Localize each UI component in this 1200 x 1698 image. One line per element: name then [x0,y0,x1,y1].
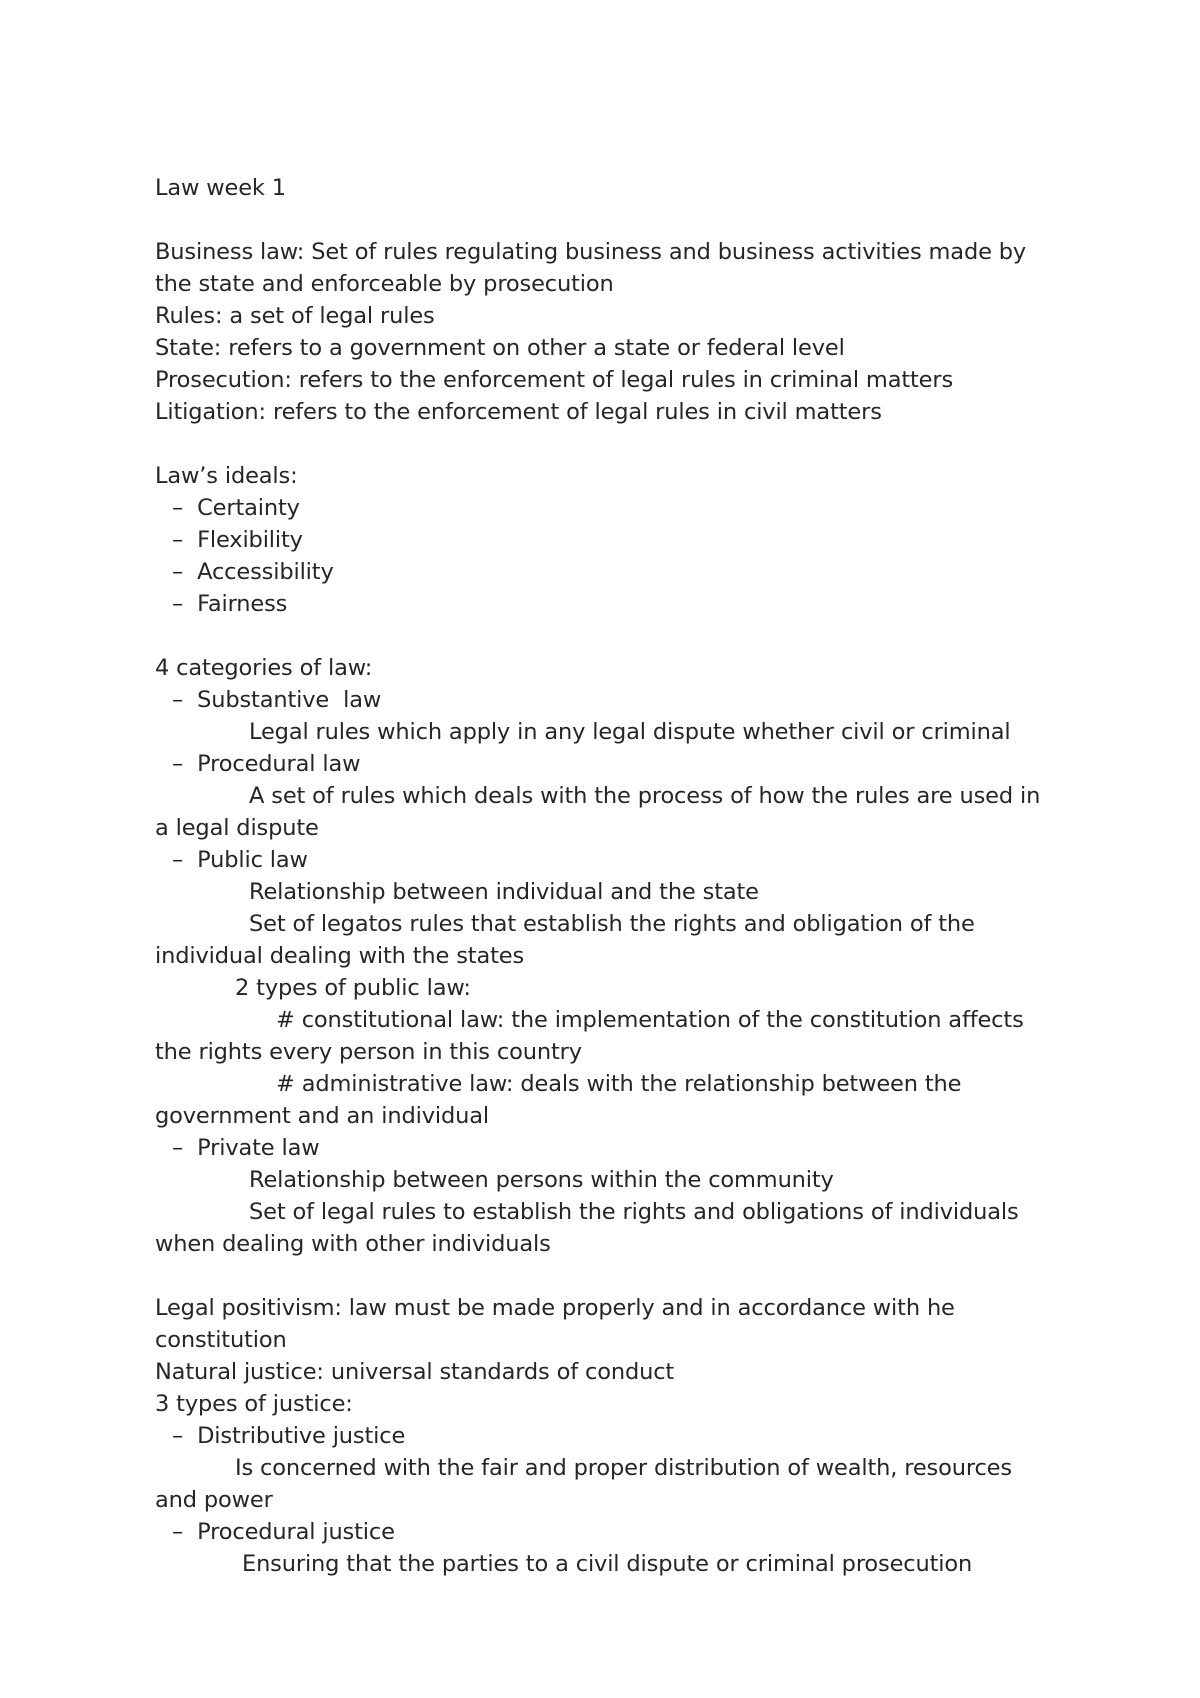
public-law-type: the rights every person in this country [155,1039,582,1065]
category-description: when dealing with other individuals [155,1231,551,1257]
justice-description: Ensuring that the parties to a civil dispute or criminal prosecution [242,1551,973,1577]
justice-bullet: – Procedural justice [172,1519,395,1545]
category-description: Set of legal rules to establish the rights and obligations of individuals [249,1199,1019,1225]
categories-heading: 4 categories of law: [155,655,373,681]
category-bullet: – Substantive law [172,687,382,713]
category-description: Legal rules which apply in any legal dispute whether civil or criminal [249,719,1011,745]
category-description: Relationship between individual and the state [249,879,759,905]
ideals-list-item: – Accessibility [172,559,334,585]
public-law-type: # constitutional law: the implementation of the constitution affects [276,1007,1024,1033]
category-description: individual dealing with the states [155,943,525,969]
public-law-type: government and an individual [155,1103,489,1129]
ideals-heading: Law’s ideals: [155,463,298,489]
ideals-list-item: – Flexibility [172,527,303,553]
definition-line: Litigation: refers to the enforcement of legal rules in civil matters [155,399,882,425]
ideals-list-item: – Fairness [172,591,288,617]
category-description: A set of rules which deals with the process of how the rules are used in [249,783,1041,809]
justice-types-heading: 3 types of justice: [155,1391,353,1417]
justice-bullet: – Distributive justice [172,1423,406,1449]
category-description: Relationship between persons within the community [249,1167,834,1193]
category-bullet: – Procedural law [172,751,361,777]
justice-description: Is concerned with the fair and proper distribution of wealth, resources [235,1455,1012,1481]
definition-line: Rules: a set of legal rules [155,303,435,329]
justice-line: Legal positivism: law must be made properly and in accordance with he [155,1295,955,1321]
justice-line: constitution [155,1327,287,1353]
category-description: Set of legatos rules that establish the rights and obligation of the [249,911,975,937]
public-law-types-heading: 2 types of public law: [235,975,471,1001]
category-bullet: – Private law [172,1135,320,1161]
category-bullet: – Public law [172,847,308,873]
definition-line: Business law: Set of rules regulating business and business activities made by [155,239,1027,265]
category-description: a legal dispute [155,815,319,841]
ideals-list-item: – Certainty [172,495,300,521]
justice-line: Natural justice: universal standards of conduct [155,1359,675,1385]
definition-line: the state and enforceable by prosecution [155,271,614,297]
document-title: Law week 1 [155,175,286,201]
public-law-type: # administrative law: deals with the relationship between the [276,1071,962,1097]
definition-line: State: refers to a government on other a state or federal level [155,335,845,361]
justice-description: and power [155,1487,273,1513]
definition-line: Prosecution: refers to the enforcement of legal rules in criminal matters [155,367,954,393]
